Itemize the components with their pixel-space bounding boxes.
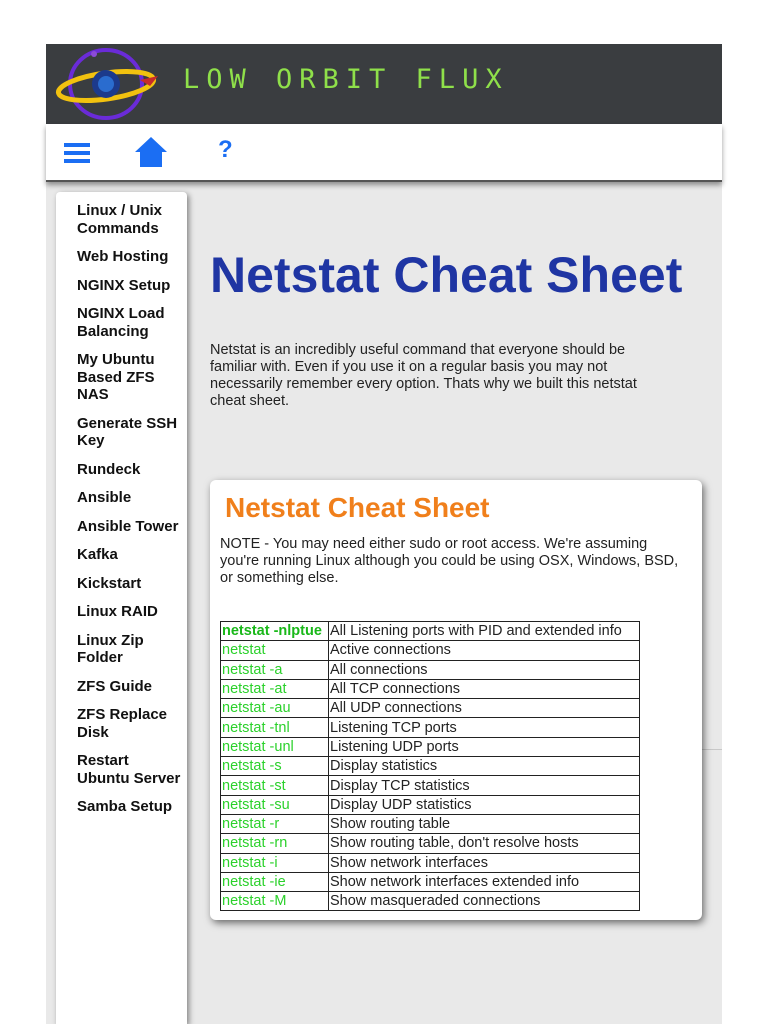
- help-button[interactable]: ?: [218, 136, 233, 163]
- sidebar-item[interactable]: NGINX Load Balancing: [77, 305, 165, 340]
- command-cell: netstat -r: [221, 814, 329, 833]
- command-cell: netstat -at: [221, 679, 329, 698]
- intro-paragraph: Netstat is an incredibly useful command that everyone should be familiar with. Even if you use it on a regular basis you may not necessarily remember every option. Thats why we built this netstat cheat sheet.: [210, 342, 637, 409]
- card-title: Netstat Cheat Sheet: [225, 492, 490, 523]
- command-cell: netstat -au: [221, 699, 329, 718]
- description-cell: All UDP connections: [329, 699, 640, 718]
- description-cell: Display statistics: [329, 757, 640, 776]
- sidebar-nav: [56, 192, 187, 1024]
- cheat-sheet-card: [210, 480, 702, 920]
- description-cell: Display UDP statistics: [329, 795, 640, 814]
- command-cell: netstat -st: [221, 776, 329, 795]
- table-row: [221, 814, 640, 833]
- description-cell: Active connections: [329, 641, 640, 660]
- sidebar-item[interactable]: Linux / Unix Commands: [77, 202, 163, 237]
- command-table-body: [221, 622, 640, 911]
- command-cell: netstat -nlptue: [221, 622, 329, 641]
- sidebar-item[interactable]: Kickstart: [77, 574, 142, 592]
- main-content: [210, 194, 710, 910]
- command-cell: netstat -s: [221, 757, 329, 776]
- table-row: [221, 834, 640, 853]
- sidebar-item[interactable]: Generate SSH Key: [77, 414, 178, 449]
- sidebar-item[interactable]: Linux RAID: [77, 603, 158, 620]
- description-cell: All Listening ports with PID and extended info: [329, 622, 640, 641]
- description-cell: Show routing table: [329, 814, 640, 833]
- table-row: [221, 776, 640, 795]
- command-table: [220, 621, 640, 911]
- toolbar: [46, 124, 722, 182]
- command-cell: netstat -a: [221, 660, 329, 679]
- table-row: [221, 622, 640, 641]
- page-title: Netstat Cheat Sheet: [210, 247, 683, 303]
- command-cell: netstat -M: [221, 892, 329, 911]
- sidebar-item[interactable]: Linux Zip Folder: [77, 631, 144, 666]
- table-row: [221, 679, 640, 698]
- hamburger-menu-icon[interactable]: [64, 142, 90, 164]
- description-cell: All TCP connections: [329, 679, 640, 698]
- command-cell: netstat -tnl: [221, 718, 329, 737]
- sidebar-item[interactable]: Ansible: [77, 489, 132, 506]
- card-note: NOTE - You may need either sudo or root access. We're assuming you're running Linux although you could be using OSX, Windows, BSD, or something else.: [220, 536, 679, 586]
- sidebar-item[interactable]: ZFS Guide: [77, 677, 152, 695]
- sidebar-item[interactable]: My Ubuntu Based ZFS NAS: [77, 351, 155, 403]
- table-row: [221, 757, 640, 776]
- command-cell: netstat -su: [221, 795, 329, 814]
- command-cell: netstat: [221, 641, 329, 660]
- orbit-logo-icon[interactable]: [54, 46, 174, 122]
- description-cell: All connections: [329, 660, 640, 679]
- sidebar-item[interactable]: ZFS Replace Disk: [77, 706, 168, 741]
- sidebar-item[interactable]: Restart Ubuntu Server: [77, 752, 181, 787]
- site-header: [46, 44, 722, 124]
- table-row: [221, 795, 640, 814]
- sidebar-item[interactable]: NGINX Setup: [77, 276, 171, 294]
- site-name[interactable]: LOW ORBIT FLUX: [183, 64, 509, 95]
- sidebar-list: [56, 192, 187, 816]
- home-icon[interactable]: [134, 136, 168, 168]
- sidebar-item[interactable]: Web Hosting: [77, 248, 169, 265]
- description-cell: Show network interfaces: [329, 853, 640, 872]
- description-cell: Show network interfaces extended info: [329, 872, 640, 891]
- table-row: [221, 660, 640, 679]
- table-row: [221, 737, 640, 756]
- table-row: [221, 872, 640, 891]
- description-cell: Listening TCP ports: [329, 718, 640, 737]
- description-cell: Show masqueraded connections: [329, 892, 640, 911]
- sidebar-item[interactable]: Kafka: [77, 546, 118, 563]
- description-cell: Display TCP statistics: [329, 776, 640, 795]
- command-cell: netstat -unl: [221, 737, 329, 756]
- table-row: [221, 641, 640, 660]
- sidebar-item[interactable]: Ansible Tower: [77, 517, 179, 535]
- command-cell: netstat -ie: [221, 872, 329, 891]
- description-cell: Show routing table, don't resolve hosts: [329, 834, 640, 853]
- table-row: [221, 892, 640, 911]
- page-frame: [46, 44, 722, 1024]
- table-row: [221, 699, 640, 718]
- sidebar-item[interactable]: Samba Setup: [77, 798, 173, 815]
- table-row: [221, 718, 640, 737]
- description-cell: Listening UDP ports: [329, 737, 640, 756]
- table-row: [221, 853, 640, 872]
- command-cell: netstat -rn: [221, 834, 329, 853]
- command-cell: netstat -i: [221, 853, 329, 872]
- sidebar-item[interactable]: Rundeck: [77, 460, 141, 478]
